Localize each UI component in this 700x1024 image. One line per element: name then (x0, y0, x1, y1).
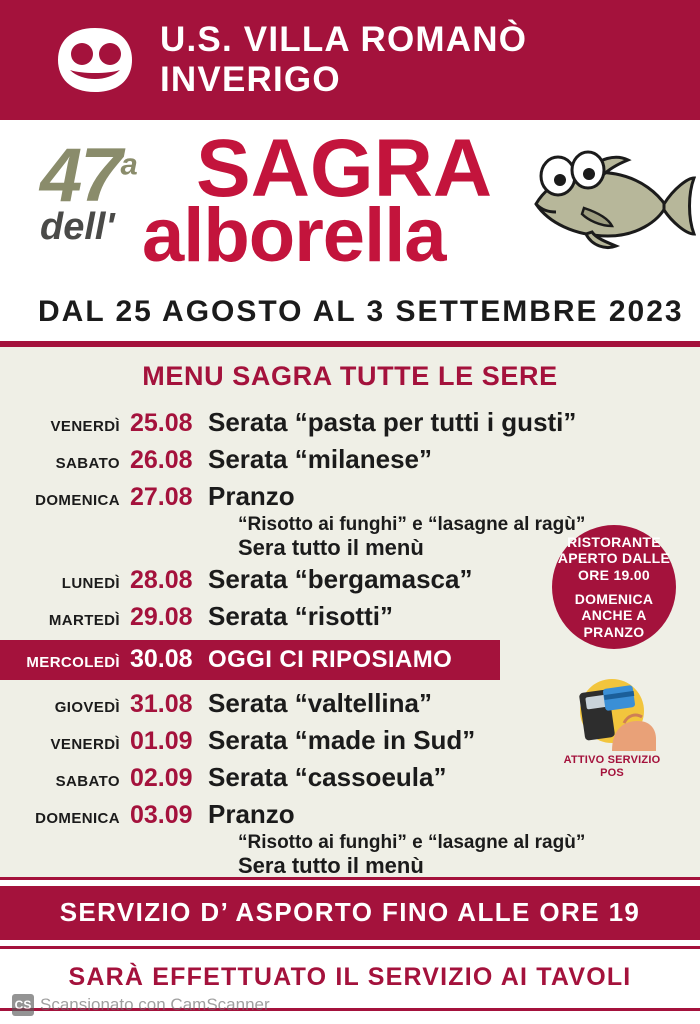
camscanner-badge: CS (12, 994, 34, 1016)
menu-row-desc: OGGI CI RIPOSIAMO (208, 646, 453, 673)
fish-logo-icon (52, 24, 138, 96)
alborella-fish-icon (516, 126, 696, 266)
pos-label-line2: POS (600, 767, 624, 780)
camscanner-watermark (12, 994, 270, 1016)
opening-hours-badge (552, 525, 676, 649)
menu-row-day: DOMENICA (35, 492, 120, 509)
badge-line1: RISTORANTE (567, 533, 661, 550)
title-sagra: SAGRA (196, 123, 493, 214)
menu-row-date: 01.09 (130, 727, 193, 755)
menu-row-subtitle: Sera tutto il menù (238, 853, 424, 878)
poster-header (0, 0, 700, 120)
title-alborella: alborella (142, 193, 446, 278)
menu-row-date: 30.08 (130, 645, 193, 673)
menu-section (0, 347, 700, 877)
edition-suffix: a (120, 146, 136, 182)
menu-row-day: VENERDÌ (50, 736, 120, 753)
menu-row-desc: Serata “cassoeula” (208, 762, 447, 792)
menu-heading: MENU SAGRA TUTTE LE SERE (142, 361, 558, 391)
edition-number-value: 47 (40, 133, 121, 218)
menu-row-desc: Serata “risotti” (208, 601, 393, 631)
menu-row-date: 31.08 (130, 690, 193, 718)
menu-row (0, 478, 700, 515)
menu-row-day: VENERDÌ (50, 418, 120, 435)
table-service-note: SARÀ EFFETTUATO IL SERVIZIO AI TAVOLI (0, 949, 700, 1008)
menu-row (0, 404, 700, 441)
badge-line5: ANCHE A (581, 607, 647, 624)
menu-row-day: MERCOLEDÌ (26, 654, 120, 671)
badge-line3: ORE 19.00 (578, 566, 650, 583)
menu-row-desc: Pranzo (208, 481, 295, 511)
pos-label (560, 754, 664, 780)
badge-line6: PRANZO (583, 623, 645, 640)
club-name-line1: U.S. VILLA ROMANÒ (160, 20, 528, 60)
menu-row-day: DOMENICA (35, 810, 120, 827)
club-name-line2: INVERIGO (160, 60, 341, 99)
menu-row-desc: Pranzo (208, 799, 295, 829)
menu-row-day: MARTEDÌ (48, 612, 120, 629)
camscanner-text: Scansionato con CamScanner (40, 995, 270, 1014)
menu-row-date: 03.09 (130, 801, 193, 829)
menu-row-desc: Serata “bergamasca” (208, 564, 473, 594)
menu-row-desc: Serata “made in Sud” (208, 725, 476, 755)
menu-row-day: GIOVEDÌ (54, 699, 120, 716)
title-dell: dell' (40, 206, 115, 248)
event-dates: DAL 25 AGOSTO AL 3 SETTEMBRE 2023 (0, 295, 700, 335)
menu-row-subtitle: “Risotto ai funghi” e “lasagne al ragù” (238, 832, 586, 853)
menu-row (0, 796, 700, 833)
menu-row-subtitle: “Risotto ai funghi” e “lasagne al ragù” (238, 514, 586, 535)
menu-row-date: 29.08 (130, 603, 193, 631)
badge-line4: DOMENICA (574, 590, 654, 607)
menu-row-date: 25.08 (130, 409, 193, 437)
menu-row-date: 28.08 (130, 566, 193, 594)
menu-row-day: LUNEDÌ (61, 575, 120, 592)
menu-row-date: 27.08 (130, 483, 193, 511)
title-band (0, 120, 700, 295)
takeaway-banner: SERVIZIO D’ ASPORTO FINO ALLE ORE 19 (0, 886, 700, 940)
menu-row-day: SABATO (55, 773, 120, 790)
pos-terminal-icon (566, 677, 658, 751)
menu-row-desc: Serata “pasta per tutti i gusti” (208, 407, 577, 437)
pos-label-line1: ATTIVO SERVIZIO (563, 754, 661, 766)
menu-row-desc: Serata “valtellina” (208, 688, 432, 718)
club-name (160, 20, 527, 99)
menu-row-subtitle: Sera tutto il menù (238, 535, 424, 560)
menu-row-desc: Serata “milanese” (208, 444, 433, 474)
menu-row-closed (0, 640, 500, 680)
pos-service (560, 677, 664, 780)
menu-row-date: 02.09 (130, 764, 193, 792)
badge-line2: APERTO DALLE (557, 550, 671, 567)
menu-row (0, 441, 700, 478)
menu-row-date: 26.08 (130, 446, 193, 474)
menu-row-day: SABATO (55, 455, 120, 472)
